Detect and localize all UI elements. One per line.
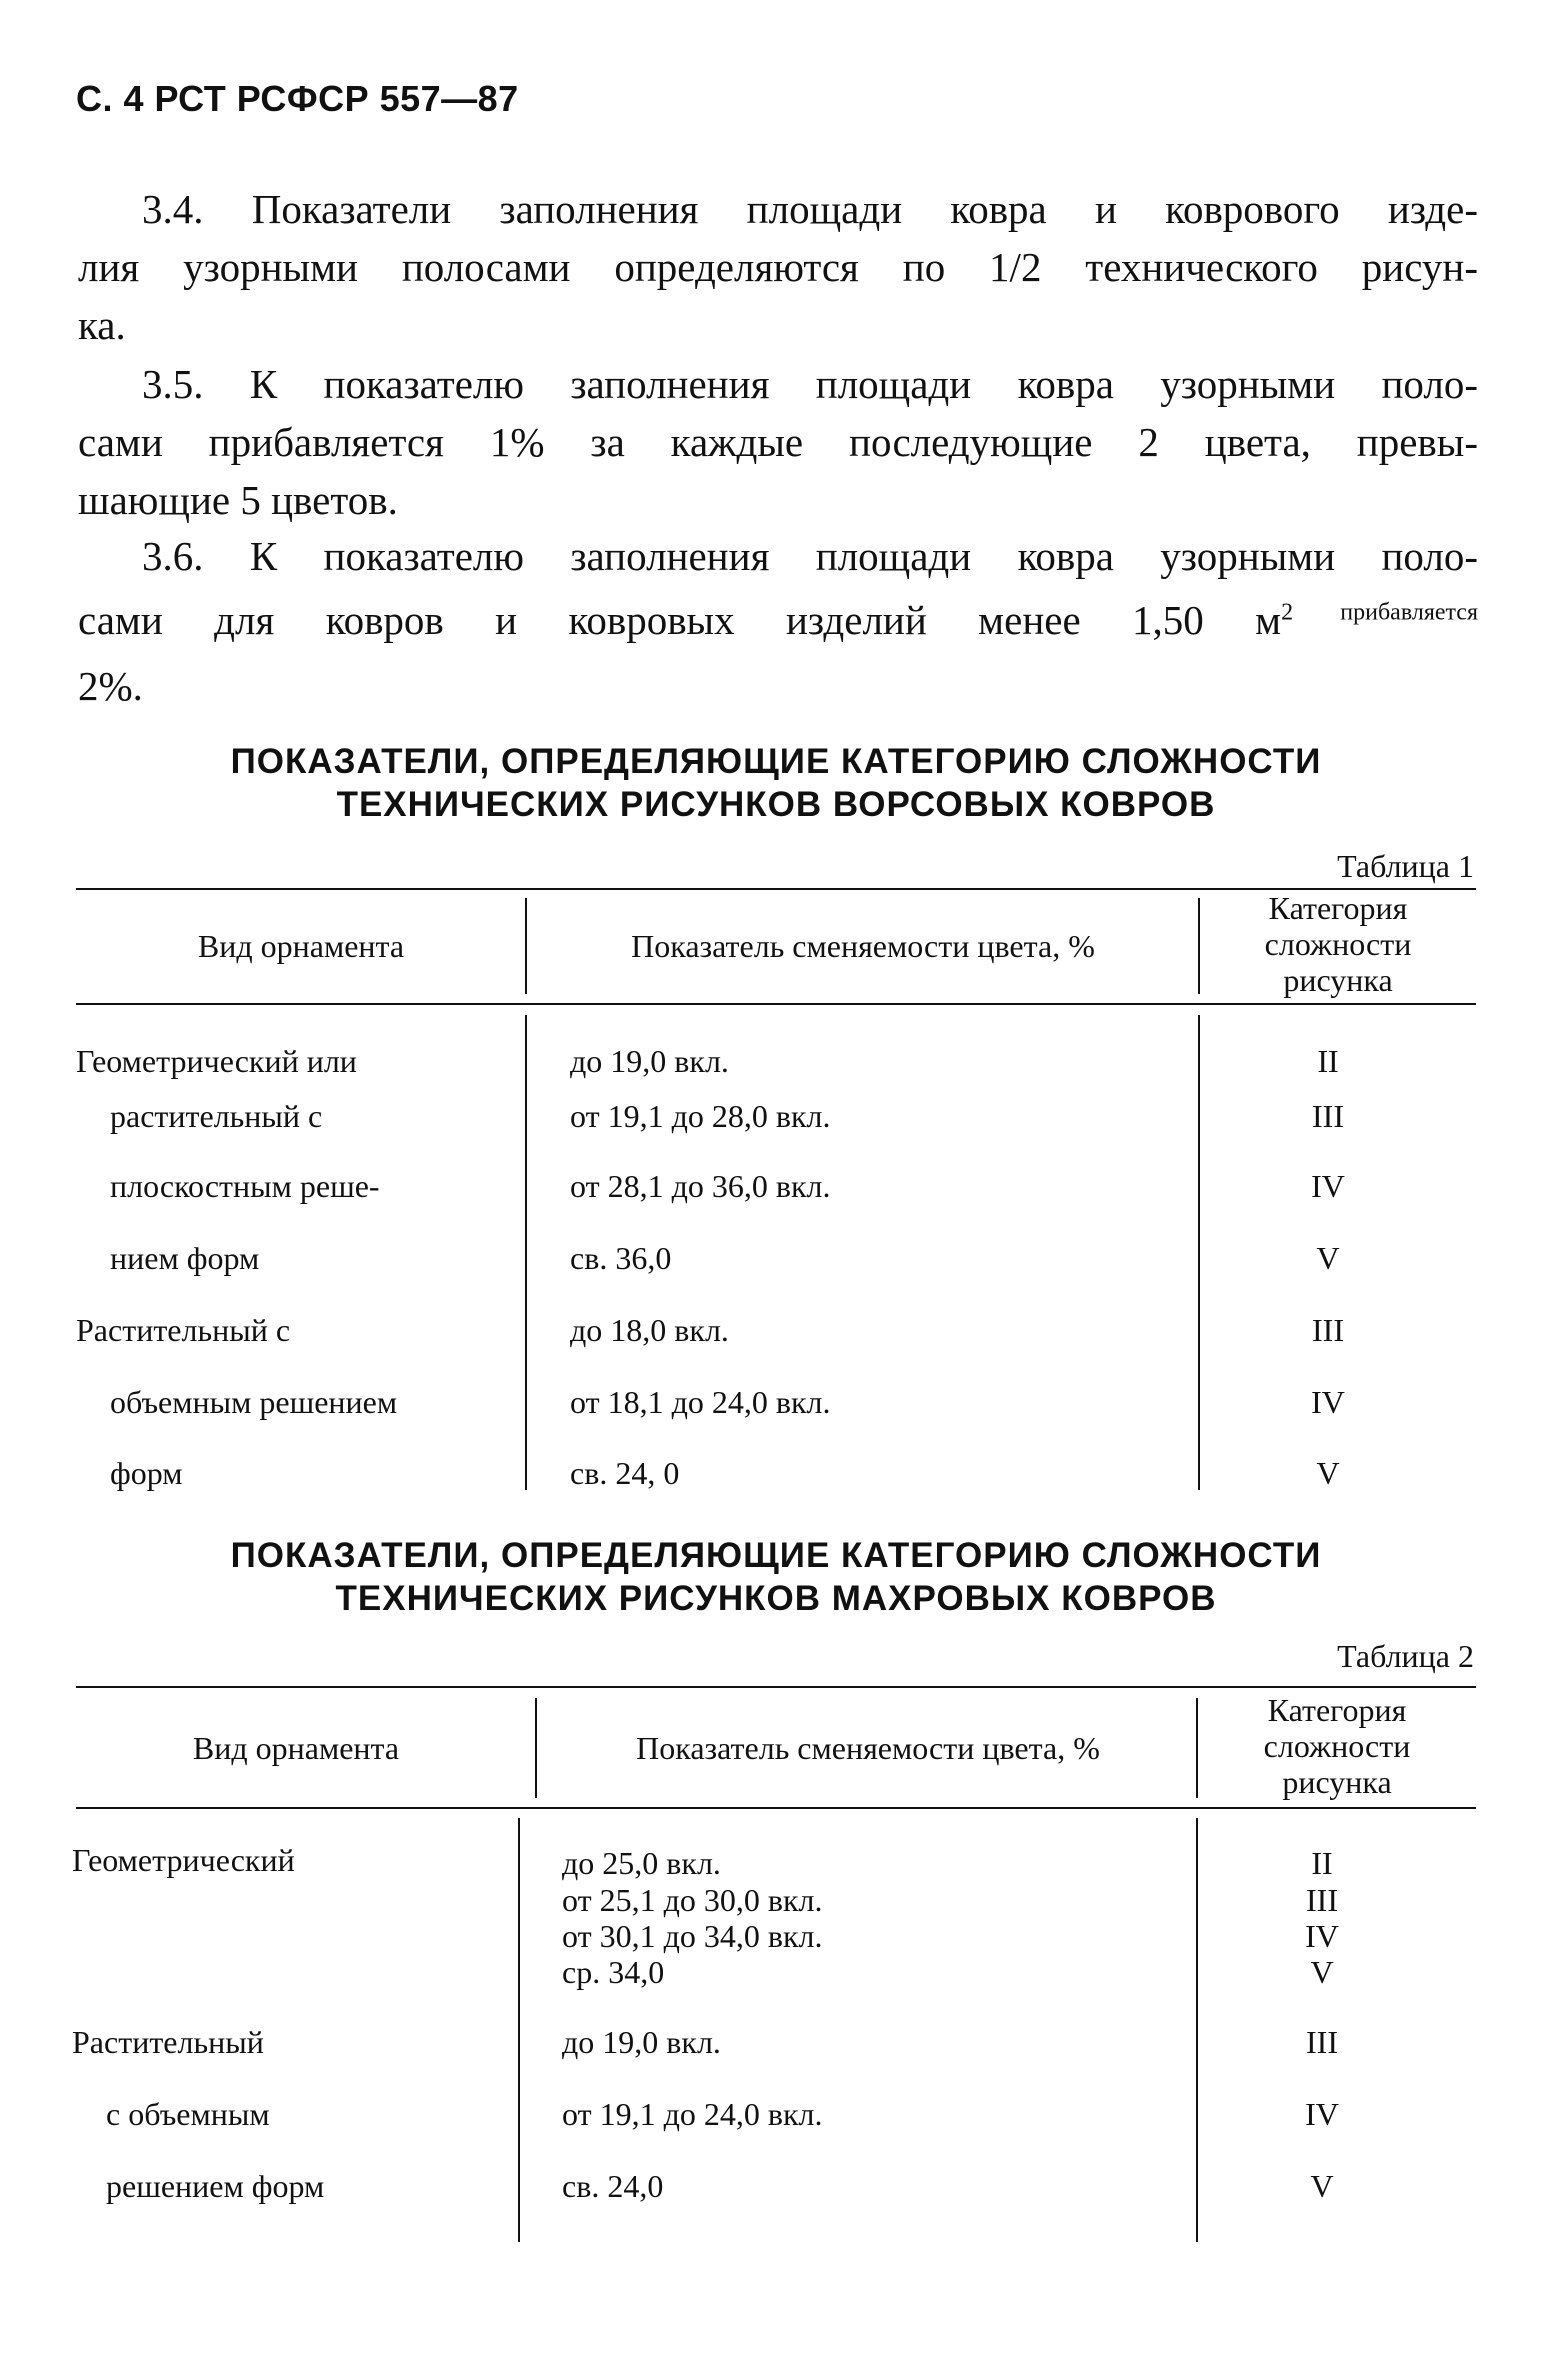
table1-cell-ornament: плоскостным реше- <box>110 1168 380 1204</box>
table2-cell-category: III <box>1306 1882 1338 1918</box>
paragraph-line: 3.5. К показателю заполнения площади ковра узорными поло- <box>142 361 1478 407</box>
table2-cell-index: от 25,1 до 30,0 вкл. <box>562 1882 823 1918</box>
table1-cell-ornament: Растительный с <box>76 1312 291 1348</box>
table1-divider <box>1198 1015 1200 1490</box>
table2-cell-ornament: Геометрический <box>72 1842 295 1878</box>
table1-number: Таблица 1 <box>1337 848 1474 884</box>
table1-title-line: ПОКАЗАТЕЛИ, ОПРЕДЕЛЯЮЩИЕ КАТЕГОРИЮ СЛОЖНОСТИ <box>230 742 1322 781</box>
table1-cell-index: от 18,1 до 24,0 вкл. <box>570 1384 831 1420</box>
paragraph-line: 3.6. К показателю заполнения площади ковра узорными поло- <box>142 533 1478 579</box>
table2-cell-index: св. 24,0 <box>562 2168 664 2204</box>
paragraph-line-part: сами для ковров и ковровых изделий менее 1,50 м <box>78 597 1282 643</box>
table1-cell-index: св. 36,0 <box>570 1240 672 1276</box>
table1-col-index: Показатель сменяемости цвета, % <box>631 928 1095 964</box>
header-line: сложности <box>1263 1728 1411 1764</box>
paragraph-line <box>78 591 1478 649</box>
table2-col-category <box>1198 1692 1476 1800</box>
table2-divider <box>518 1818 520 2242</box>
table2-cell-ornament: решением форм <box>106 2168 325 2204</box>
paragraph-3-4 <box>78 180 1478 354</box>
table1-cell-category: V <box>1316 1455 1340 1491</box>
table2-cell-category: V <box>1310 2168 1334 2204</box>
table1-col-ornament: Вид орнамента <box>197 928 405 964</box>
table1-divider <box>525 1015 527 1490</box>
table2-cell-index: до 19,0 вкл. <box>562 2024 721 2060</box>
table1-cell-category: V <box>1316 1240 1340 1276</box>
table1-cell-category: III <box>1312 1312 1344 1348</box>
table1-cell-category: IV <box>1311 1168 1345 1204</box>
paragraph-line: 2%. <box>78 663 143 709</box>
header-line: рисунка <box>1283 962 1393 998</box>
table2-top-rule <box>76 1686 1476 1688</box>
table2-cell-index: до 25,0 вкл. <box>562 1845 721 1881</box>
paragraph-line: 3.4. Показатели заполнения площади ковра и коврового изде- <box>142 186 1478 232</box>
table1-cell-category: II <box>1317 1043 1339 1079</box>
table1-cell-index: от 28,1 до 36,0 вкл. <box>570 1168 831 1204</box>
table1-cell-ornament: растительный с <box>110 1098 323 1134</box>
table1-cell-ornament: объемным решением <box>110 1384 398 1420</box>
table2-number: Таблица 2 <box>1337 1638 1474 1674</box>
table1-title-line: ТЕХНИЧЕСКИХ РИСУНКОВ ВОРСОВЫХ КОВРОВ <box>336 785 1216 824</box>
table1-cell-category: IV <box>1311 1384 1345 1420</box>
table2-col-index: Показатель сменяемости цвета, % <box>636 1730 1100 1766</box>
table2-cell-category: IV <box>1305 2096 1339 2132</box>
table2-divider <box>535 1698 537 1798</box>
paragraph-3-5 <box>78 355 1478 529</box>
header-line: рисунка <box>1282 1764 1392 1800</box>
table1-cell-ornament: Геометрический или <box>76 1043 357 1079</box>
header-line: Категория <box>1267 1692 1407 1728</box>
table2-cell-ornament: Растительный <box>72 2024 264 2060</box>
paragraph-line: шающие 5 цветов. <box>78 477 398 523</box>
header-line: Категория <box>1268 890 1408 926</box>
table2-title-line: ТЕХНИЧЕСКИХ РИСУНКОВ МАХРОВЫХ КОВРОВ <box>335 1579 1217 1618</box>
table1-title <box>0 740 1552 826</box>
table2-cell-index: ср. 34,0 <box>562 1954 665 1990</box>
header-line: сложности <box>1264 926 1412 962</box>
table1-cell-index: до 18,0 вкл. <box>570 1312 729 1348</box>
page-header: С. 4 РСТ РСФСР 557—87 <box>76 78 519 119</box>
table2-header-rule <box>76 1807 1476 1809</box>
table1-col-category <box>1200 890 1476 998</box>
table2-cell-index: от 19,1 до 24,0 вкл. <box>562 2096 823 2132</box>
table1-cell-index: до 19,0 вкл. <box>570 1043 729 1079</box>
table2-title-line: ПОКАЗАТЕЛИ, ОПРЕДЕЛЯЮЩИЕ КАТЕГОРИЮ СЛОЖНОСТИ <box>230 1536 1322 1575</box>
table2-cell-category: II <box>1311 1845 1333 1881</box>
table1-cell-ornament: форм <box>110 1455 183 1491</box>
paragraph-line: сами прибавляется 1% за каждые последующие 2 цвета, превы- <box>78 419 1478 465</box>
table2-cell-category: IV <box>1305 1918 1339 1954</box>
table1-cell-category: III <box>1312 1098 1344 1134</box>
table2-divider <box>1196 1818 1198 2242</box>
table2-cell-index: от 30,1 до 34,0 вкл. <box>562 1918 823 1954</box>
table2-col-ornament: Вид орнамента <box>192 1730 400 1766</box>
table1-cell-ornament: нием форм <box>110 1240 260 1276</box>
table1-cell-index: от 19,1 до 28,0 вкл. <box>570 1098 831 1134</box>
table1-cell-index: св. 24, 0 <box>570 1455 680 1491</box>
table1-header-rule <box>76 1003 1476 1005</box>
superscript: 2 прибавляется <box>1281 599 1478 626</box>
paragraph-3-6 <box>78 527 1478 715</box>
paragraph-line: ка. <box>78 302 126 348</box>
table2-title <box>0 1534 1552 1620</box>
paragraph-line: лия узорными полосами определяются по 1/2 технического рисун- <box>78 244 1478 290</box>
table2-cell-ornament: с объемным <box>106 2096 270 2132</box>
table2-cell-category: V <box>1310 1954 1334 1990</box>
table2-cell-category: III <box>1306 2024 1338 2060</box>
